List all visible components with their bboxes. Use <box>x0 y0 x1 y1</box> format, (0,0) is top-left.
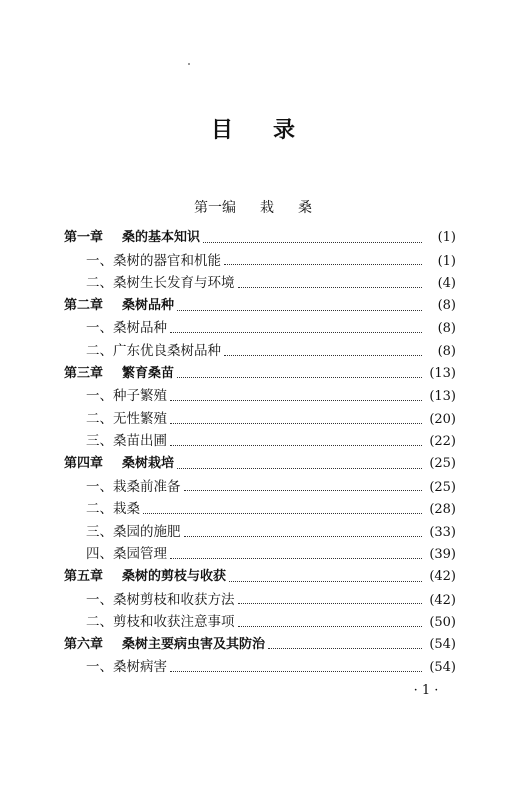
toc-chapter-row[interactable] <box>64 295 456 318</box>
toc-section-title: 一、桑树品种 <box>86 320 167 337</box>
toc-chapter-title: 桑树品种 <box>122 297 175 313</box>
toc-section-title: 一、栽桑前准备 <box>86 478 181 495</box>
dot-leader <box>238 603 423 604</box>
toc-section-title: 一、桑树的器官和机能 <box>86 252 221 269</box>
toc-page-ref: (4) <box>437 276 456 292</box>
toc-section-title: 一、桑树病害 <box>86 659 167 676</box>
dot-leader <box>184 490 423 491</box>
dot-leader <box>170 671 422 672</box>
toc-chapter-row[interactable] <box>64 363 456 386</box>
dot-leader <box>170 400 422 401</box>
toc-section-title: 二、无性繁殖 <box>86 410 167 427</box>
toc-section-row[interactable] <box>64 543 456 566</box>
toc-section-title: 一、种子繁殖 <box>86 388 167 405</box>
toc-chapter-title: 桑树的剪枝与收获 <box>122 568 227 584</box>
toc-section-row[interactable] <box>64 272 456 295</box>
dot-leader <box>238 626 423 627</box>
toc-chapter-number: 第六章 <box>64 636 104 652</box>
toc-section-title: 二、剪枝和收获注意事项 <box>86 614 235 631</box>
dot-leader <box>177 310 422 311</box>
part-heading <box>0 197 506 217</box>
toc-section-row[interactable] <box>64 408 456 431</box>
dot-leader <box>229 581 422 582</box>
toc-chapter-number: 第三章 <box>64 365 104 381</box>
dot-leader <box>177 377 422 378</box>
toc-section-row[interactable] <box>64 498 456 521</box>
part-label: 第一编 <box>194 200 236 216</box>
toc-section-row[interactable] <box>64 656 456 679</box>
toc-section-title: 三、桑苗出圃 <box>86 433 167 450</box>
dot-leader <box>184 536 423 537</box>
dot-leader <box>224 355 422 356</box>
dot-leader <box>224 264 422 265</box>
dot-leader <box>170 445 422 446</box>
toc-page-ref: (8) <box>437 343 456 359</box>
toc-page-ref: (39) <box>429 547 456 563</box>
dot-leader <box>177 468 422 469</box>
part-name-char-1: 栽 <box>260 200 274 216</box>
toc-section-row[interactable] <box>64 317 456 340</box>
toc-chapter-number: 第二章 <box>64 297 104 313</box>
toc-chapter-number: 第一章 <box>64 230 104 245</box>
toc-section-row[interactable] <box>64 589 456 612</box>
table-of-contents <box>64 227 456 679</box>
toc-page-ref: (8) <box>437 297 456 313</box>
page-title-char-1: 目 <box>210 118 233 143</box>
toc-section-row[interactable] <box>64 250 456 273</box>
toc-section-row[interactable] <box>64 430 456 453</box>
toc-chapter-title: 桑树主要病虫害及其防治 <box>122 636 266 652</box>
toc-page-ref: (25) <box>429 479 456 495</box>
toc-page-ref: (13) <box>429 389 456 405</box>
toc-page-ref: (22) <box>429 434 456 450</box>
toc-section-title: 二、栽桑 <box>86 501 140 518</box>
dot-leader <box>170 423 422 424</box>
toc-page-ref: (1) <box>437 230 456 245</box>
dot-leader <box>143 513 422 514</box>
toc-chapter-title: 桑树栽培 <box>122 455 175 471</box>
toc-section-row[interactable] <box>64 611 456 634</box>
toc-page-ref: (1) <box>437 253 456 269</box>
toc-chapter-number: 第五章 <box>64 568 104 584</box>
dot-leader <box>203 242 422 243</box>
toc-page-ref: (54) <box>429 660 456 676</box>
page-number: · 1 · <box>413 683 439 698</box>
toc-page-ref: (20) <box>429 411 456 427</box>
toc-page-ref: (8) <box>437 321 456 337</box>
toc-section-title: 三、桑园的施肥 <box>86 523 181 540</box>
toc-section-title: 四、桑园管理 <box>86 546 167 563</box>
toc-chapter-row[interactable] <box>64 453 456 476</box>
toc-section-row[interactable] <box>64 476 456 499</box>
toc-page-ref: (33) <box>429 524 456 540</box>
toc-page-ref: (13) <box>429 365 456 381</box>
toc-chapter-title: 桑的基本知识 <box>122 230 201 245</box>
toc-section-row[interactable] <box>64 340 456 363</box>
toc-section-title: 二、广东优良桑树品种 <box>86 342 221 359</box>
toc-section-row[interactable] <box>64 521 456 544</box>
part-name-char-2: 桑 <box>298 200 312 216</box>
toc-chapter-title: 繁育桑苗 <box>122 365 175 381</box>
toc-chapter-row[interactable] <box>64 634 456 657</box>
toc-section-row[interactable] <box>64 385 456 408</box>
toc-page-ref: (42) <box>429 568 456 584</box>
toc-chapter-row[interactable] <box>64 227 456 250</box>
dot-leader <box>238 287 423 288</box>
toc-page-ref: (54) <box>429 636 456 652</box>
toc-chapter-row[interactable] <box>64 566 456 589</box>
toc-page-ref: (25) <box>429 455 456 471</box>
toc-page-ref: (28) <box>429 502 456 518</box>
dot-leader <box>170 332 422 333</box>
page-title <box>0 113 506 144</box>
dot-leader <box>268 648 422 649</box>
toc-page-ref: (42) <box>429 592 456 608</box>
page-title-char-2: 录 <box>273 118 296 143</box>
toc-page-ref: (50) <box>429 615 456 631</box>
toc-section-title: 一、桑树剪枝和收获方法 <box>86 591 235 608</box>
toc-section-title: 二、桑树生长发育与环境 <box>86 275 235 292</box>
toc-chapter-number: 第四章 <box>64 455 104 471</box>
scan-speck <box>188 63 190 65</box>
dot-leader <box>170 558 422 559</box>
